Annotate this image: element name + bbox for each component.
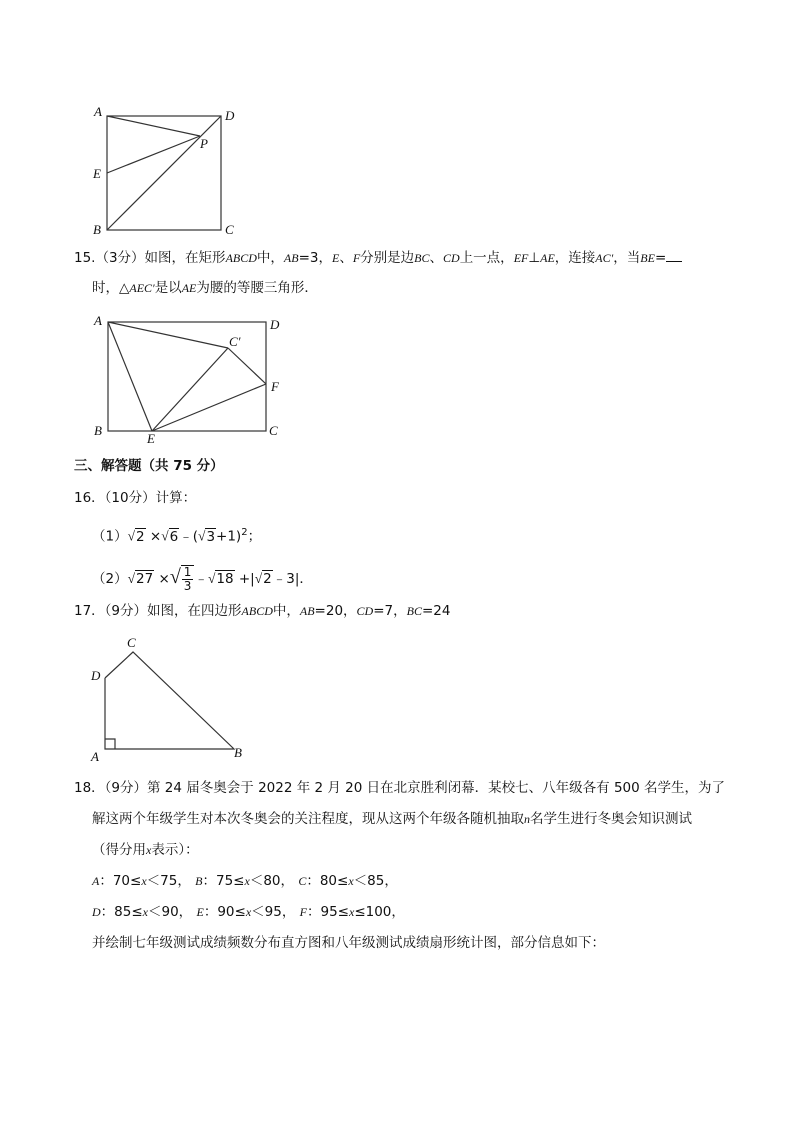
q18-intervals-row1: A：70≤x＜75， B：75≤x＜80， C：80≤x＜85， (92, 873, 398, 889)
label-a: A (91, 749, 99, 764)
label-p: P (200, 136, 208, 151)
sqrt-icon: √ (169, 566, 181, 588)
figure-q14 (88, 100, 248, 240)
q18-line6: 并绘制七年级测试成绩频数分布直方图和八年级测试成绩扇形统计图，部分信息如下： (92, 935, 605, 951)
segment-ec1 (152, 348, 228, 431)
sqrt-icon: √ (254, 571, 263, 586)
q18-line3: （得分用x表示）： (92, 842, 199, 858)
q16-part2: （2）√27 ×√ $\frac{1}{3}$ ﹣√18 +|√2﹣3|． (92, 565, 313, 593)
fraction-one-third: $\frac{1}{3}$ (181, 565, 195, 593)
q15-line2: 时，△AEC′是以AE为腰的等腰三角形． (92, 280, 318, 296)
label-b: B (234, 745, 242, 760)
label-a: A (94, 313, 102, 328)
label-b: B (93, 222, 101, 237)
segment-bd (107, 116, 221, 230)
label-d: D (91, 668, 101, 683)
segment-c1f (228, 348, 266, 384)
sqrt-icon: √ (198, 528, 206, 544)
sqrt-icon: √ (127, 571, 136, 586)
label-f: F (271, 379, 279, 394)
sqrt-icon: √ (161, 528, 169, 544)
label-d: D (225, 108, 235, 123)
rectangle-abcd (108, 322, 266, 431)
q17-text: 17．（9分）如图，在四边形ABCD中，AB=20，CD=7，BC=24 (74, 603, 451, 619)
label-b: B (94, 423, 102, 438)
q16-part1: $(1)√2 \times√6﹣(√3+1)^2$； (92, 527, 262, 545)
segment-ef (152, 384, 266, 431)
segment-ep (107, 136, 200, 173)
sqrt-icon: √ (207, 571, 216, 586)
quadrilateral-abcd (105, 652, 234, 749)
segment-ap (107, 116, 200, 136)
figure-q15 (88, 308, 298, 448)
label-e: E (93, 166, 101, 181)
q18-line1: 18．（9分）第 24 届冬奥会于 2022 年 2 月 20 日在北京胜利闭幕．某校七、八年级各有 500 名学生，为了 (74, 780, 725, 796)
label-c: C (225, 222, 234, 237)
segment-ae (108, 322, 152, 431)
q16-title: 16．（10分）计算： (74, 490, 197, 506)
label-d: D (270, 317, 280, 332)
right-angle-mark (105, 739, 115, 749)
label-c: C (127, 635, 136, 650)
q18-line2: 解这两个年级学生对本次冬奥会的关注程度，现从这两个年级各随机抽取n名学生进行冬奥会知识测试 (92, 811, 692, 827)
segment-ac1 (108, 322, 228, 348)
q18-intervals-row2: D：85≤x＜90， E：90≤x＜95， F：95≤x≤100， (92, 904, 405, 920)
label-e: E (147, 431, 155, 446)
answer-blank (666, 248, 682, 262)
label-c-prime: C′ (229, 334, 241, 349)
q15-line1: 15.（3分）如图，在矩形ABCD中，AB=3，E、F分别是边BC、CD上一点，EF⊥AE，连接AC′，当BE= (74, 248, 682, 268)
section-heading: 三、解答题（共 75 分） (74, 458, 224, 474)
label-a: A (94, 104, 102, 119)
figure-q17 (86, 630, 256, 766)
sqrt-icon: √ (127, 528, 136, 544)
label-c: C (269, 423, 278, 438)
